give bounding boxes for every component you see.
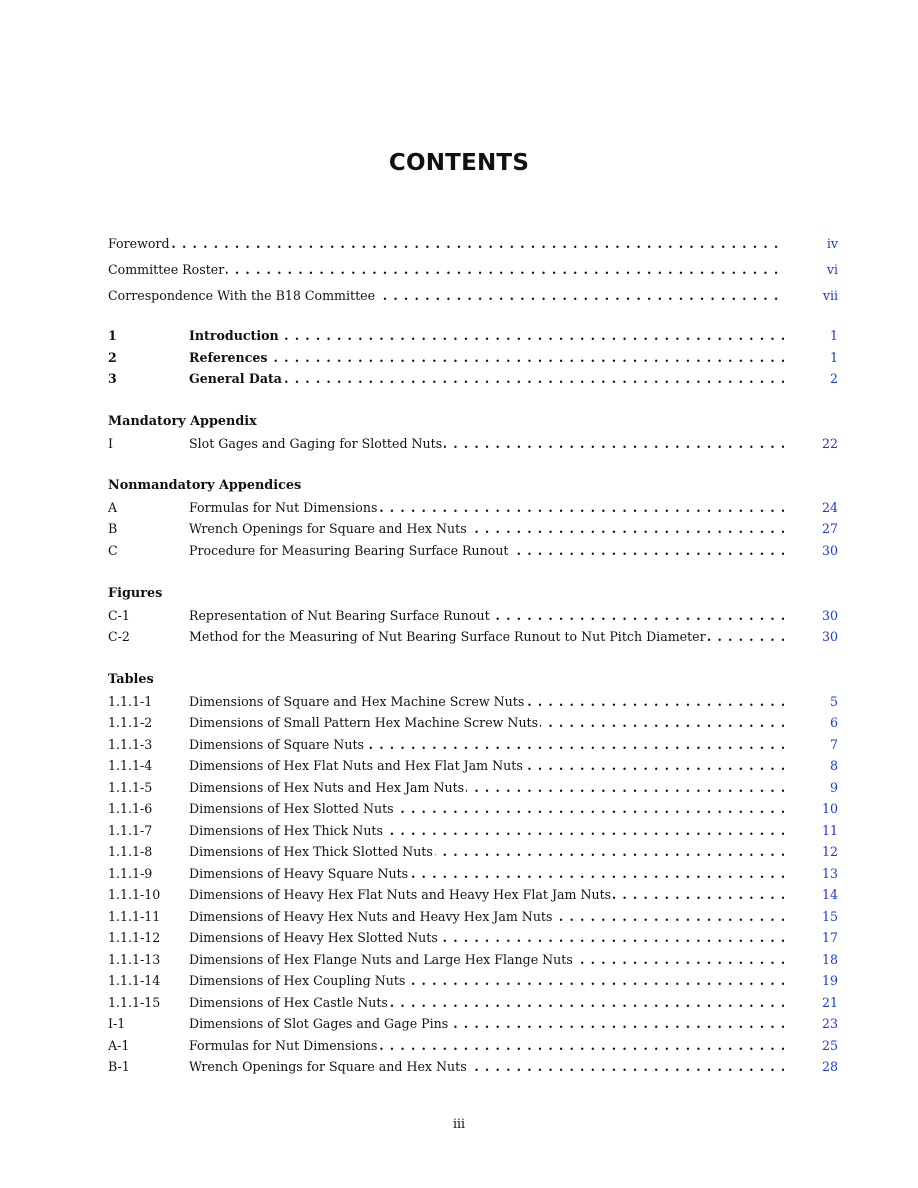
table-number: A-1 [108,1037,130,1053]
table-number: 1.1.1-6 [108,801,153,816]
toc-entry[interactable] [108,734,838,756]
toc-entry[interactable] [108,884,838,906]
toc-entry[interactable] [108,949,838,971]
toc-entry[interactable] [108,863,838,885]
figure-number: C-1 [108,607,130,623]
toc-entry[interactable] [108,691,838,713]
section-number: 1 [108,328,117,343]
toc-entry[interactable] [108,1013,838,1035]
toc-figures [108,583,838,648]
figure-number: C-2 [108,629,130,644]
toc-page-link[interactable]: 24 [821,499,838,515]
toc-entry-label: Dimensions of Small Pattern Hex Machine Screw Nuts [189,715,539,730]
toc-page-link[interactable]: 17 [821,930,838,945]
nonmandatory-appendices-heading: Nonmandatory Appendices [108,478,302,493]
toc-page-link[interactable]: 2 [829,371,838,386]
toc-page-link[interactable]: 12 [821,844,838,859]
toc-entry-label: Slot Gages and Gaging for Slotted Nuts [189,435,443,451]
toc-page-link[interactable]: 1 [829,328,838,343]
toc-page-link[interactable]: 11 [821,822,838,838]
toc-page-link[interactable]: 7 [829,736,838,752]
toc-entry-label: Committee Roster [108,262,225,277]
toc-entry[interactable] [108,970,838,992]
table-number: 1.1.1-8 [108,844,153,859]
section-number: 3 [108,371,117,386]
toc-entry-label: Wrench Openings for Square and Hex Nuts [189,521,467,536]
toc-entry[interactable] [108,992,838,1014]
toc-tables [108,669,838,1078]
toc-entry[interactable] [108,1056,838,1078]
toc-entry-label: Dimensions of Hex Castle Nuts [189,994,388,1010]
toc-sections [108,325,838,390]
table-number: 1.1.1-13 [108,951,161,967]
toc-page-link[interactable]: 6 [829,715,838,730]
appendix-number: I [108,435,113,451]
mandatory-appendix-heading: Mandatory Appendix [108,414,257,429]
toc-entry[interactable] [108,906,838,928]
toc-page-link[interactable]: 27 [821,521,838,536]
table-number: 1.1.1-15 [108,994,161,1010]
table-number: 1.1.1-12 [108,930,161,945]
toc-page-link[interactable]: 10 [821,801,838,816]
toc-entry-label: Dimensions of Hex Thick Nuts [189,822,383,838]
toc-entry-label: Dimensions of Hex Coupling Nuts [189,973,406,988]
toc-page-link[interactable]: 30 [821,542,838,558]
section-label: Introduction [189,328,279,343]
toc-entry-label: Procedure for Measuring Bearing Surface Runout [189,542,509,558]
toc-entry[interactable] [108,841,838,863]
toc-entry[interactable] [108,497,838,519]
toc-page-link[interactable]: 30 [821,629,838,644]
toc-page-link[interactable]: 22 [821,435,838,451]
toc-page-link[interactable]: 15 [821,908,838,924]
toc-entry-label: Foreword [108,236,170,251]
figures-heading: Figures [108,586,163,601]
toc-page-link[interactable]: 8 [829,758,838,773]
toc-entry-label: Dimensions of Square and Hex Machine Screw Nuts [189,693,525,709]
toc-entry[interactable] [108,798,838,820]
toc-page-link[interactable]: 25 [821,1037,838,1053]
toc-page-link[interactable]: vi [826,262,838,277]
toc-entry-label: Dimensions of Hex Thick Slotted Nuts [189,844,433,859]
toc-entry-label: Dimensions of Hex Flat Nuts and Hex Flat Jam Nuts [189,758,523,773]
toc-page-link[interactable]: 19 [821,973,838,988]
toc-entry[interactable] [108,1035,838,1057]
section-label: General Data [189,371,282,386]
toc-entry-label: Method for the Measuring of Nut Bearing Surface Runout to Nut Pitch Diameter [189,629,706,644]
toc-entry[interactable] [108,285,838,307]
toc-entry-label: Dimensions of Hex Slotted Nuts [189,801,394,816]
section-number: 2 [108,349,117,365]
table-number: B-1 [108,1059,130,1074]
toc-entry[interactable] [108,927,838,949]
toc-entry-label: Dimensions of Hex Flange Nuts and Large Hex Flange Nuts [189,951,573,967]
toc-entry[interactable] [108,777,838,799]
toc-page-link[interactable]: 21 [821,994,838,1010]
toc-page-link[interactable]: 14 [821,887,838,902]
toc-entry[interactable] [108,820,838,842]
toc-section-entry[interactable] [108,347,838,369]
toc-entry-label: Representation of Nut Bearing Surface Runout [189,607,490,623]
toc-entry-label: Correspondence With the B18 Committee [108,288,376,303]
toc-entry-label: Dimensions of Heavy Hex Flat Nuts and Heavy Hex Flat Jam Nuts [189,887,612,902]
toc-page-link[interactable]: 1 [829,349,838,365]
toc-entry-label: Formulas for Nut Dimensions [189,1037,378,1053]
appendix-number: C [108,542,118,558]
toc-page-link[interactable]: 30 [821,607,838,623]
table-number: 1.1.1-1 [108,693,153,709]
toc-entry[interactable] [108,540,838,562]
toc-entry-label: Wrench Openings for Square and Hex Nuts [189,1059,467,1074]
toc-page-link[interactable]: 5 [829,693,838,709]
toc-entry[interactable] [108,518,838,540]
toc-page-link[interactable]: 13 [821,865,838,881]
table-number: 1.1.1-7 [108,822,153,838]
toc-entry-label: Formulas for Nut Dimensions [189,499,378,515]
toc-page-link[interactable]: vii [822,288,838,303]
section-label: References [189,349,268,365]
toc-page-link[interactable]: 18 [821,951,838,967]
toc-section-entry[interactable] [108,325,838,347]
table-number: 1.1.1-14 [108,973,161,988]
table-number: 1.1.1-9 [108,865,153,881]
toc-page-link[interactable]: 9 [829,779,838,795]
toc-entry[interactable] [108,755,838,777]
table-number: I-1 [108,1016,126,1031]
table-number: 1.1.1-4 [108,758,153,773]
toc-entry-label: Dimensions of Square Nuts [189,736,364,752]
page-number: iii [452,1116,466,1131]
toc-nonmandatory-appendices [108,475,838,561]
table-number: 1.1.1-10 [108,887,161,902]
table-number: 1.1.1-2 [108,715,153,730]
appendix-number: B [108,521,118,536]
appendix-number: A [108,499,118,515]
toc-page-link[interactable]: 23 [821,1016,838,1031]
toc-page-link[interactable]: 28 [821,1059,838,1074]
table-number: 1.1.1-11 [108,908,161,924]
table-number: 1.1.1-5 [108,779,153,795]
toc-entry[interactable] [108,259,838,281]
toc-entry[interactable] [108,605,838,627]
page-title: CONTENTS [388,150,530,176]
toc-entry[interactable] [108,233,838,255]
tables-heading: Tables [108,672,154,687]
toc-section-entry[interactable] [108,368,838,390]
tables-list [108,691,838,1078]
toc-entry[interactable] [108,626,838,648]
toc-entry-label: Dimensions of Heavy Hex Nuts and Heavy Hex Jam Nuts [189,908,553,924]
toc-mandatory-appendix [108,411,838,454]
table-number: 1.1.1-3 [108,736,153,752]
toc-page-link[interactable]: iv [826,236,838,251]
toc-entry[interactable] [108,712,838,734]
toc-entry[interactable] [108,433,838,455]
toc-front-matter [108,233,838,307]
toc-entry-label: Dimensions of Hex Nuts and Hex Jam Nuts [189,779,465,795]
toc-entry-label: Dimensions of Heavy Hex Slotted Nuts [189,930,438,945]
toc-entry-label: Dimensions of Slot Gages and Gage Pins [189,1016,449,1031]
toc-entry-label: Dimensions of Heavy Square Nuts [189,865,409,881]
